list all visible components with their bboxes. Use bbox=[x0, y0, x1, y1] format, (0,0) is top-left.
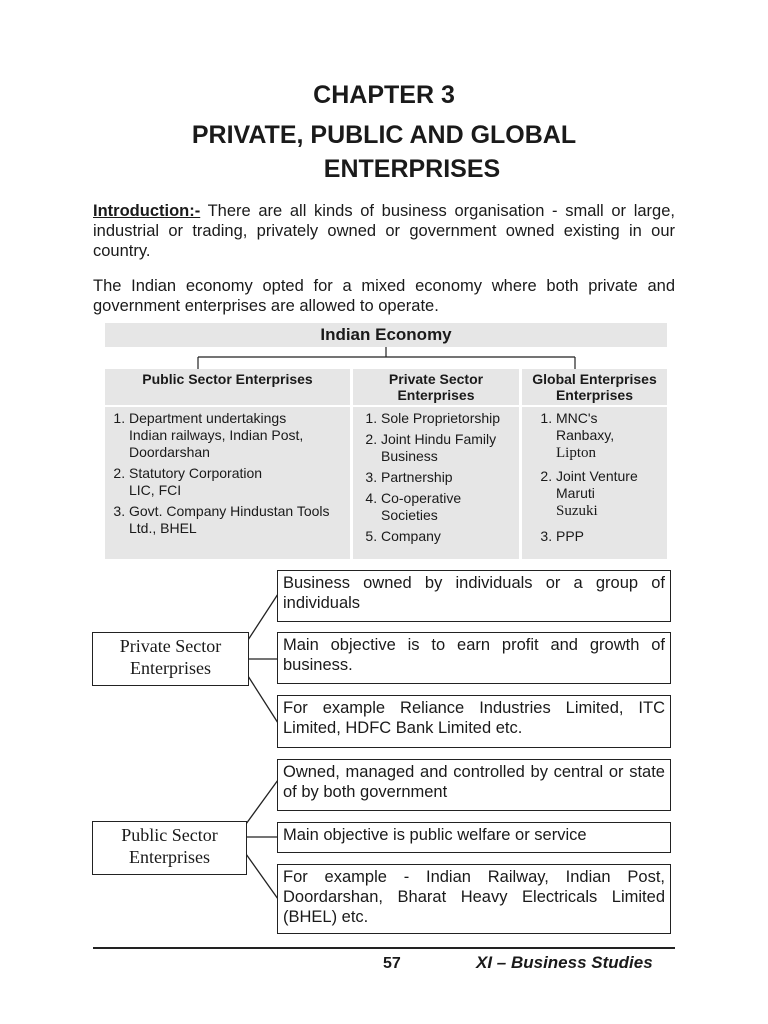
book-title: XI – Business Studies bbox=[476, 953, 653, 972]
footer-rule bbox=[93, 947, 675, 949]
list-item: 1. Department undertakings Indian railways, Indian Post, Doordarshan bbox=[129, 410, 350, 461]
private-sector-label: Private Sector Enterprises bbox=[92, 632, 249, 686]
list-item: 3. PPP bbox=[556, 528, 667, 545]
economy-connector bbox=[105, 347, 667, 369]
public-sector-label: Public Sector Enterprises bbox=[92, 821, 247, 875]
list-item: 5. Company bbox=[381, 528, 519, 545]
private-box-example: For example Reliance Industries Limited, ITC Limited, HDFC Bank Limited etc. bbox=[277, 695, 671, 748]
chapter-number: CHAPTER 3 bbox=[313, 81, 455, 109]
list-item: 1. Sole Proprietorship bbox=[381, 410, 519, 427]
list-item: 2. Statutory Corporation LIC, FCI bbox=[129, 465, 350, 499]
col-header-public: Public Sector Enterprises bbox=[105, 369, 350, 405]
list-item: 1. MNC's Ranbaxy, Lipton bbox=[556, 410, 667, 462]
list-item: 3. Govt. Company Hindustan Tools Ltd., BHEL bbox=[129, 503, 350, 537]
list-item: 2. Joint Hindu Family Business bbox=[381, 431, 519, 465]
list-item: 3. Partnership bbox=[381, 469, 519, 486]
list-item: 2. Joint Venture Maruti Suzuki bbox=[556, 468, 667, 520]
private-box-objective: Main objective is to earn profit and growth of business. bbox=[277, 632, 671, 684]
col-header-private: Private Sector Enterprises bbox=[353, 369, 519, 405]
mixed-economy-paragraph: The Indian economy opted for a mixed economy where both private and government enterprises are allowed to operate. bbox=[93, 277, 675, 315]
public-box-ownership: Owned, managed and controlled by central or state of by both government bbox=[277, 759, 671, 811]
private-box-ownership: Business owned by individuals or a group of individuals bbox=[277, 570, 671, 622]
col-header-global: Global Enterprises Enterprises bbox=[522, 369, 667, 405]
list-item: 4. Co-operative Societies bbox=[381, 490, 519, 524]
public-box-example: For example - Indian Railway, Indian Post, Doordarshan, Bharat Heavy Electricals Limited (BHEL) etc. bbox=[277, 864, 671, 934]
economy-heading: Indian Economy bbox=[105, 323, 667, 347]
intro-label: Introduction:- bbox=[93, 202, 201, 220]
chapter-title-line2: ENTERPRISES bbox=[323, 155, 501, 183]
col-body-private bbox=[353, 407, 519, 559]
public-box-objective: Main objective is public welfare or service bbox=[277, 822, 671, 853]
intro-text: There are all kinds of business organisation - small or large, industrial or trading, privately owned or government owned existing in our country. bbox=[93, 202, 675, 260]
col-body-global bbox=[522, 407, 667, 559]
chapter-title-line1: PRIVATE, PUBLIC AND GLOBAL bbox=[191, 121, 577, 149]
intro-paragraph bbox=[93, 201, 675, 261]
public-diagram-connectors bbox=[246, 774, 280, 914]
private-diagram-connectors bbox=[248, 590, 280, 730]
page-number: 57 bbox=[383, 955, 401, 972]
col-body-public bbox=[105, 407, 350, 559]
